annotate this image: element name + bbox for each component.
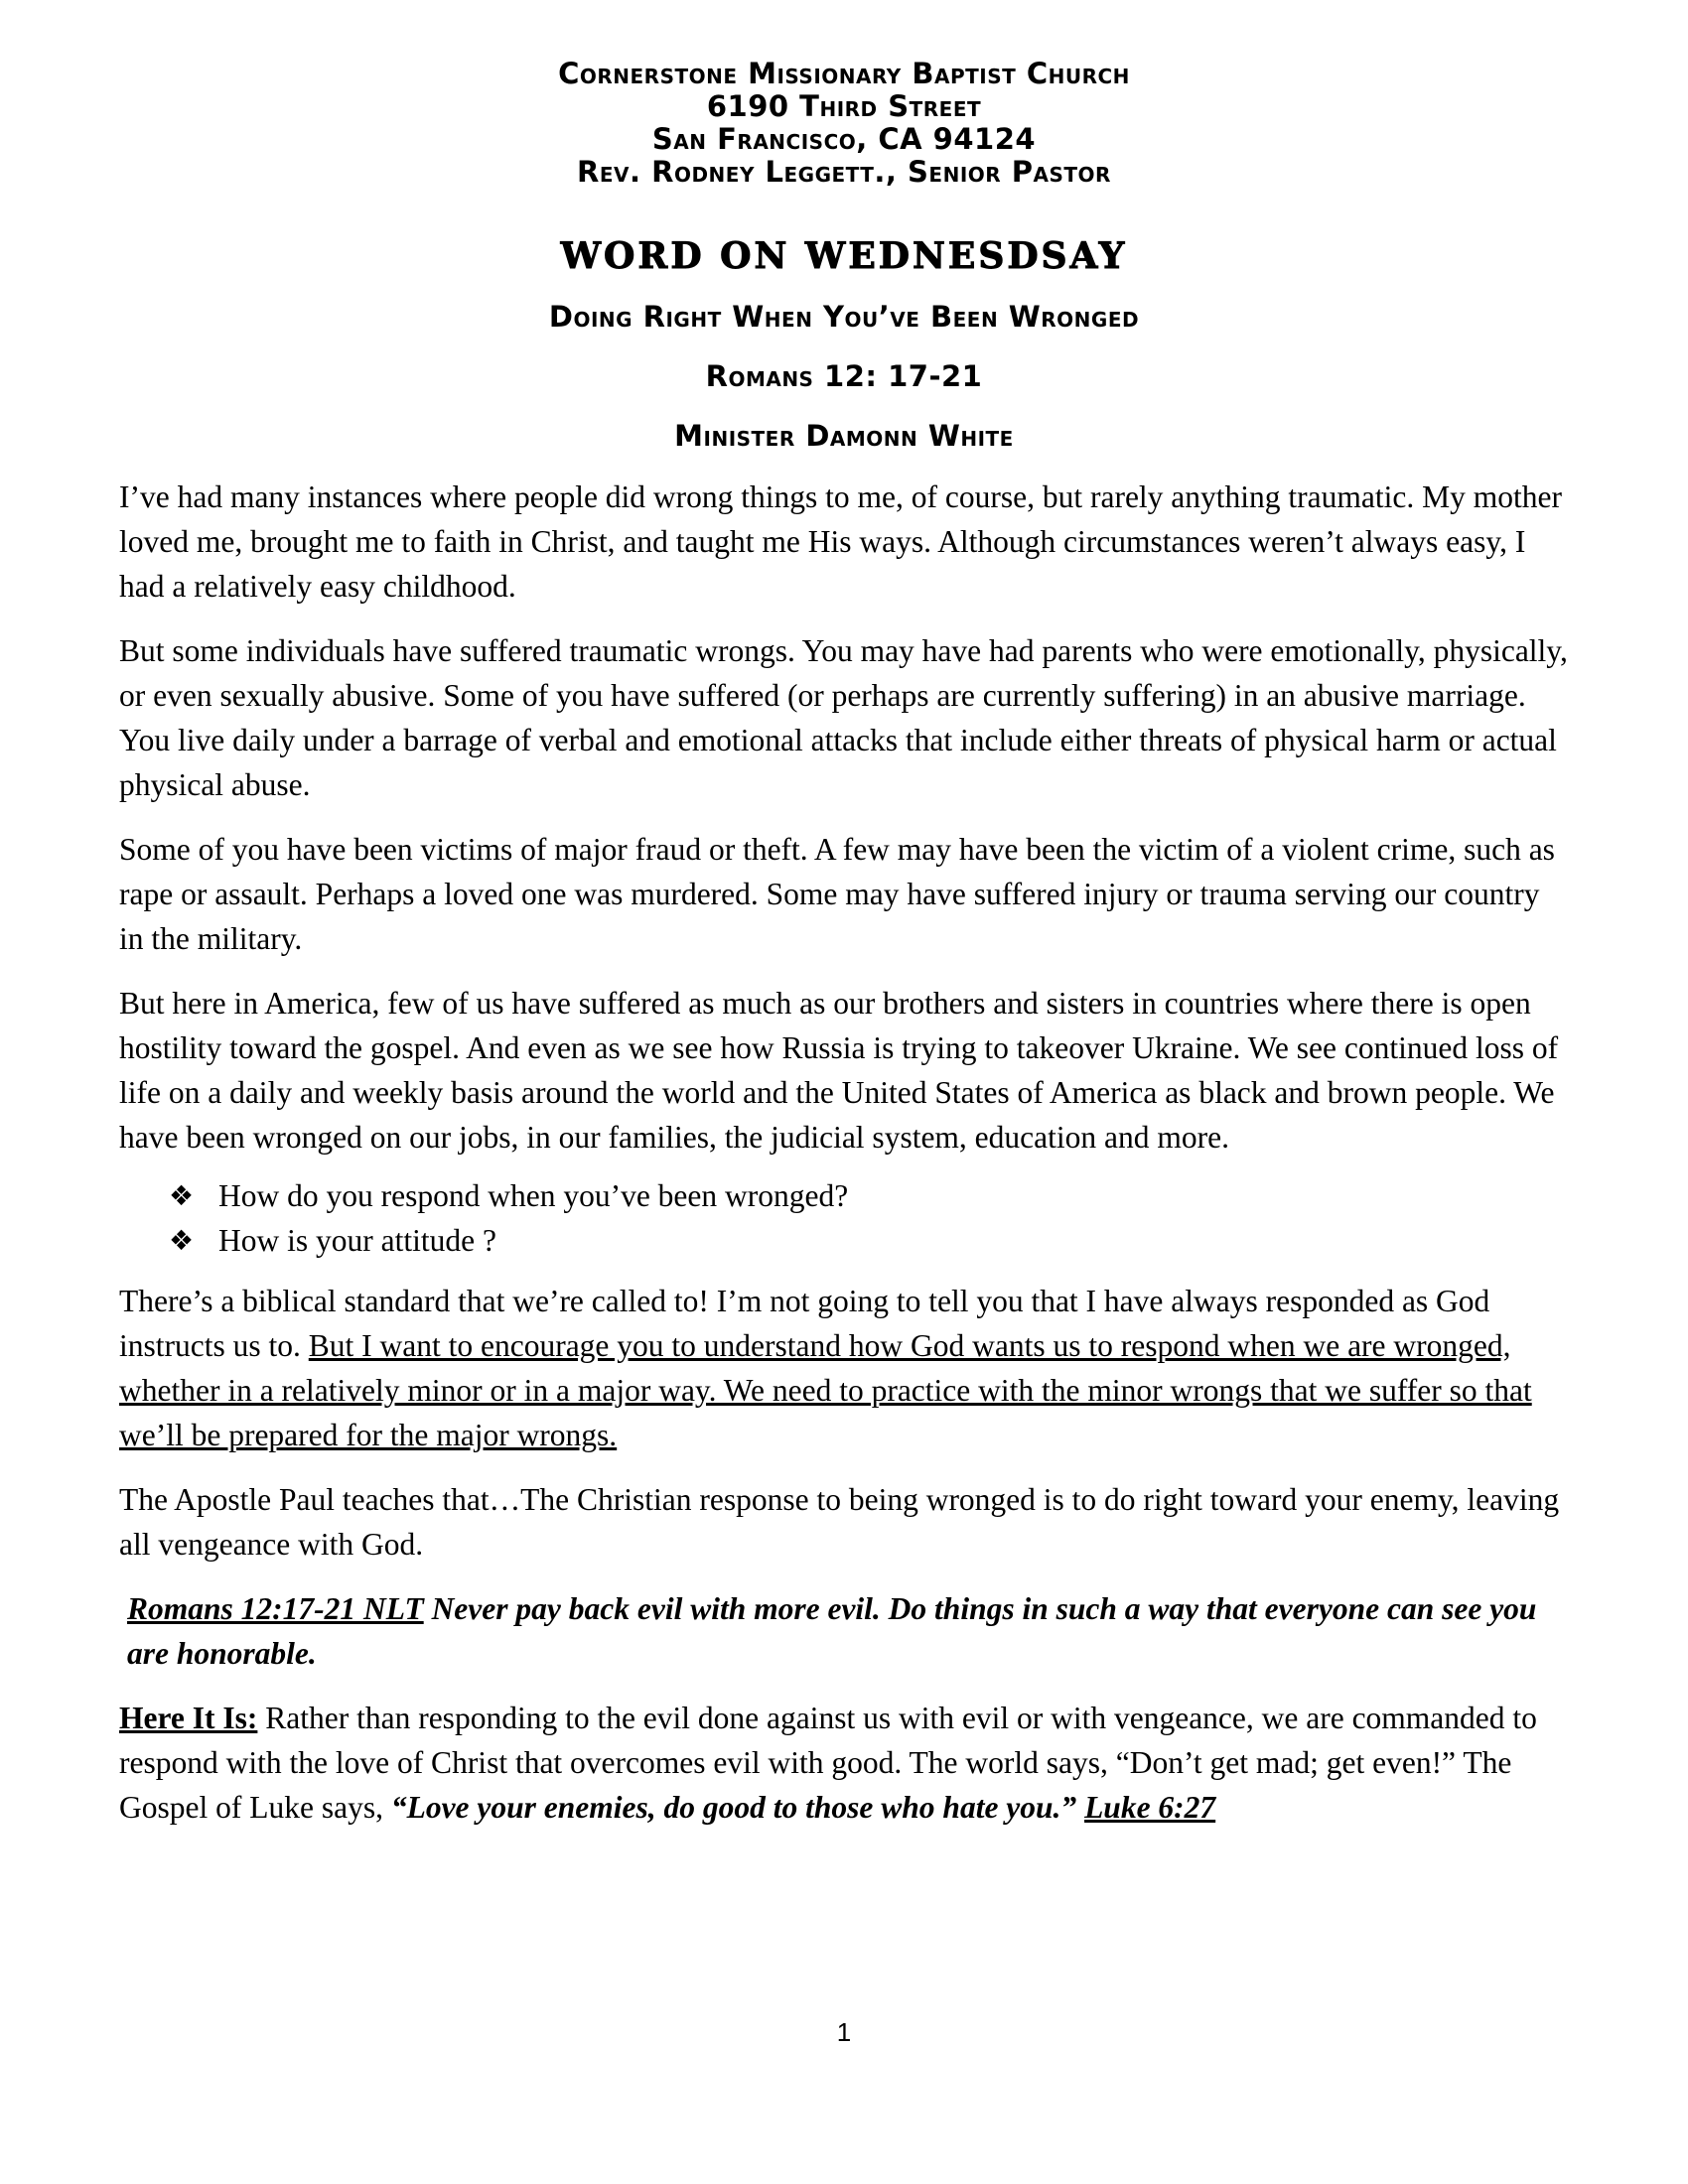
- question-list: [169, 1173, 1571, 1263]
- list-item: [169, 1173, 1571, 1218]
- page-number: 1: [836, 2017, 852, 2047]
- verse-paragraph: [119, 1586, 1571, 1676]
- apostle-paragraph: The Apostle Paul teaches that…The Christian response to being wronged is to do right toward your enemy, leaving all vengeance with God.: [119, 1482, 1560, 1562]
- verse-text: Never pay back evil with more evil. Do things in such a way that everyone can see you are honorable.: [127, 1591, 1537, 1671]
- paragraph: But some individuals have suffered traumatic wrongs. You may have had parents who were emotionally, physically, or even sexually abusive. Some of you have suffered (or perhaps are currently suffering) in an abusive marriage. You live daily under a barrage of verbal and emotional attacks that include either threats of physical harm or actual physical abuse.: [119, 633, 1568, 802]
- paragraph: But here in America, few of us have suffered as much as our brothers and sisters in countries where there is open hostility toward the gospel. And even as we see how Russia is trying to takeover Ukraine. We see continued loss of life on a daily and weekly basis around the world and the United States of America as black and brown people. We have been wronged on our jobs, in our families, the judicial system, education and more.: [119, 986, 1559, 1155]
- sermon-body: [119, 475, 1571, 1849]
- diamond-bullet-icon: ❖: [169, 1179, 195, 1212]
- list-item-text: How do you respond when you’ve been wronged?: [218, 1178, 849, 1213]
- church-header: [0, 58, 1688, 189]
- church-city: San Francisco, CA 94124: [651, 122, 1037, 156]
- scripture-reference: Romans 12: 17-21: [705, 359, 983, 393]
- paragraph: Some of you have been victims of major fraud or theft. A few may have been the victim of a violent crime, such as rape or assault. Perhaps a loved one was murdered. Some may have suffered injury or trauma serving our country in the military.: [119, 832, 1555, 956]
- church-name: Cornerstone Missionary Baptist Church: [558, 57, 1130, 90]
- list-item: [169, 1218, 1571, 1263]
- here-it-is-label: Here It Is:: [119, 1701, 258, 1735]
- sermon-title: Doing Right When You’ve Been Wronged: [548, 300, 1140, 334]
- paragraph: I’ve had many instances where people did wrong things to me, of course, but rarely anything traumatic. My mother loved me, brought me to faith in Christ, and taught me His ways. Although circumstances weren’t always easy, I had a relatively easy childhood.: [119, 479, 1562, 604]
- list-item-text: How is your attitude ?: [218, 1223, 496, 1258]
- luke-quote: “Love your enemies, do good to those who hate you.”: [390, 1790, 1077, 1825]
- document-title: WORD ON WEDNESDSAY: [560, 235, 1128, 277]
- here-it-is-paragraph: [119, 1696, 1571, 1830]
- church-street: 6190 Third Street: [706, 89, 982, 123]
- speaker-name: Minister Damonn White: [674, 419, 1014, 453]
- spacer-text: [1076, 1790, 1084, 1825]
- luke-reference: Luke 6:27: [1084, 1790, 1216, 1825]
- diamond-bullet-icon: ❖: [169, 1224, 195, 1257]
- standard-text: There’s a biblical standard that we’re called to! I’m not going to tell you that I have always responded as God instructs us to.: [119, 1284, 1490, 1363]
- senior-pastor: Rev. Rodney Leggett., Senior Pastor: [577, 155, 1111, 189]
- standard-underlined-text: But I want to encourage you to understand how God wants us to respond when we are wronged, whether in a relatively minor or in a major way. We need to practice with the minor wrongs that we suffer so that we’ll be prepared for the major wrongs.: [119, 1328, 1532, 1452]
- biblical-standard-paragraph: [119, 1279, 1571, 1457]
- here-it-is-text: Rather than responding to the evil done against us with evil or with vengeance, we are commanded to respond with the love of Christ that overcomes evil with good. The world says, “Don’t get mad; get even!” The Gospel of Luke says,: [119, 1701, 1537, 1825]
- verse-reference: Romans 12:17-21 NLT: [127, 1591, 424, 1626]
